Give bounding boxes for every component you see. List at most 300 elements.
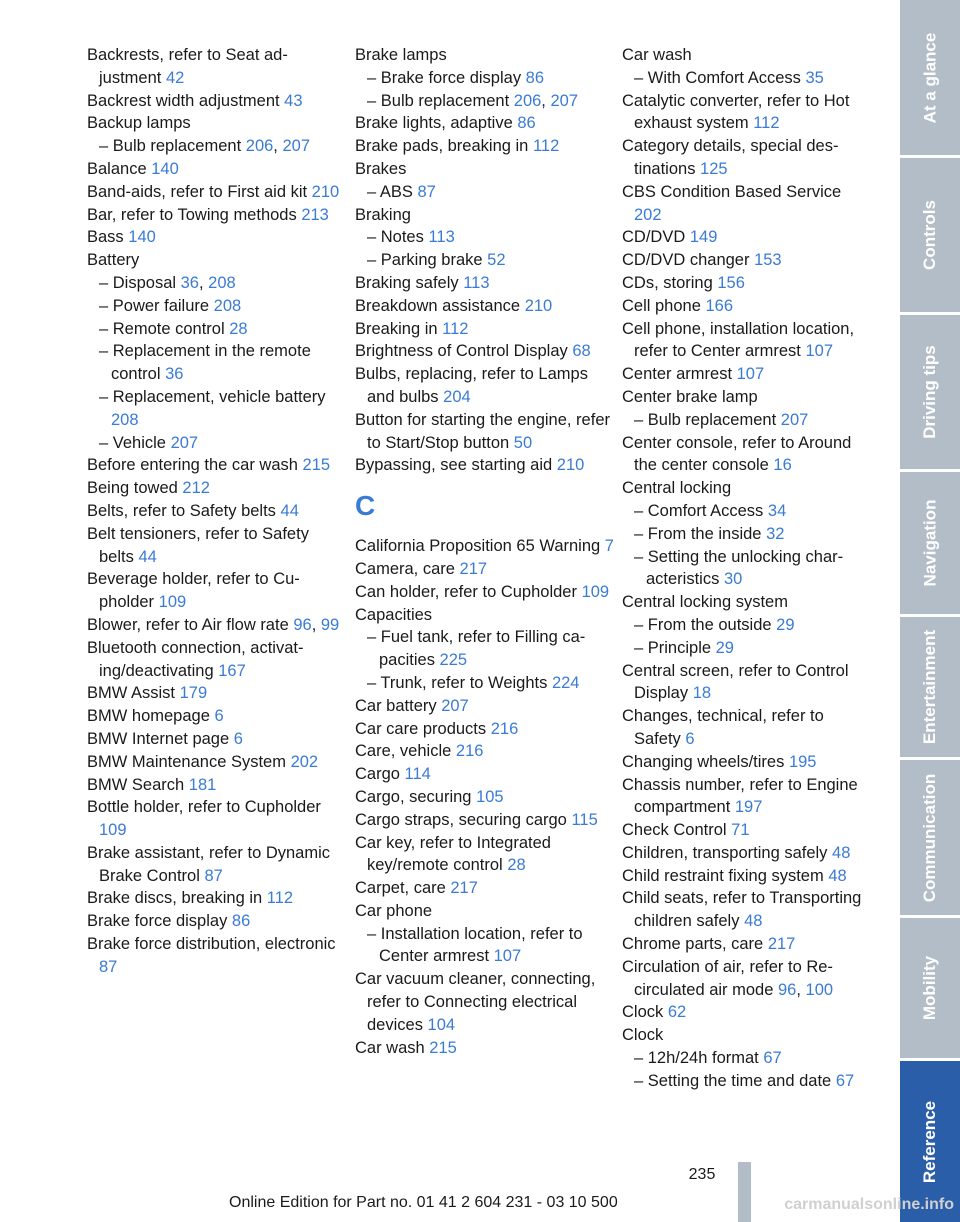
index-entry [87, 204, 342, 227]
index-entry-text: Category details, special destinations [622, 137, 839, 178]
index-entry-text: Button for starting the engine, refer to Start/Stop button [355, 410, 610, 452]
page-reference-link[interactable]: 208 [111, 410, 139, 429]
page-reference-link[interactable]: 197 [734, 798, 763, 817]
tab-label: Entertainment [920, 629, 940, 745]
index-entry [355, 900, 615, 923]
index-entry-text: – Power failure [99, 296, 214, 315]
page-reference-link[interactable]: 202 [290, 752, 319, 771]
index-entry-text: – Disposal [99, 273, 181, 292]
index-entry-text: Bluetooth connection, activating/deactivating [87, 638, 304, 680]
index-entry-text: BMW Maintenance System [87, 752, 291, 771]
page-reference-link[interactable]: 112 [266, 889, 294, 908]
index-entry-text: Central screen, refer to Control Display [622, 661, 849, 703]
index-entry-text: Breaking in [355, 319, 443, 338]
index-entry [355, 1037, 615, 1060]
index-entry [87, 705, 342, 728]
index-entry-text: Center brake lamp [622, 387, 758, 406]
page-reference-link[interactable]: 206 [513, 91, 542, 110]
index-entry-text: – Setting the time and date [634, 1071, 836, 1090]
page-reference-link[interactable]: 207 [441, 696, 469, 715]
page-reference-link[interactable]: 87 [417, 182, 436, 201]
page-reference-link[interactable]: 35 [805, 68, 824, 87]
index-entry [622, 1024, 867, 1047]
index-entry-text: Care, vehicle [355, 742, 456, 761]
index-entry-text: Belt tensioners, refer to Safety belts [87, 524, 309, 566]
index-entry-text: – 12h/24h format [634, 1049, 764, 1068]
page-reference-link[interactable]: 210 [556, 456, 585, 475]
index-entry [87, 751, 342, 774]
index-entry [355, 44, 615, 67]
index-entry-text: Belts, refer to Safety belts [87, 501, 281, 520]
page-reference-link[interactable]: 62 [667, 1003, 687, 1022]
index-entry: Blower, refer to Air flow rate 96, 99 [87, 615, 340, 634]
index-entry-text: Before entering the car wash [87, 456, 303, 475]
index-entry-text: Children, transporting safely [622, 843, 833, 862]
index-letter-heading: C [355, 490, 376, 522]
index-entry-text: Camera, care [355, 559, 460, 578]
tab-label: Driving tips [920, 345, 940, 439]
index-entry-text: – From the outside [634, 615, 777, 634]
page-reference-link[interactable]: 207 [170, 433, 199, 452]
index-entry-text: Center console, refer to Around the center console [622, 433, 852, 475]
index-entry-text: Bypassing, see starting aid [355, 456, 557, 475]
index-subentry [622, 409, 867, 432]
index-entry [622, 432, 867, 478]
page-reference-link[interactable]: 100 [805, 980, 834, 999]
index-entry-text: Circulation of air, refer to Recirculated air mode [622, 957, 833, 999]
page-reference-link[interactable]: 207 [780, 410, 809, 429]
index-entry [355, 832, 615, 878]
tab-label: Controls [920, 200, 940, 270]
index-entry-text: – Comfort Access [634, 501, 768, 520]
index-entry [622, 842, 867, 865]
index-entry [87, 523, 342, 569]
index-entry-text: Brake lamps [355, 46, 447, 64]
tab-mobility[interactable] [900, 918, 960, 1058]
index-column-3 [622, 44, 867, 1093]
index-subentry [355, 626, 615, 672]
page-reference-link[interactable]: 42 [165, 68, 185, 87]
index-entry-text: Backrests, refer to Seat adjustment [87, 46, 288, 87]
index-subentry: – Disposal 36, 208 [99, 273, 236, 292]
index-entry [355, 409, 615, 455]
page-reference-link[interactable]: 34 [767, 501, 787, 520]
edition-footer: Online Edition for Part no. 01 41 2 604 231 - 03 10 500 [229, 1194, 618, 1211]
index-entry [87, 181, 342, 204]
page-reference-link[interactable]: 215 [302, 456, 331, 475]
index-subentry [622, 1047, 867, 1070]
page-reference-link[interactable]: 212 [182, 479, 210, 498]
page-reference-link[interactable]: 206 [245, 137, 274, 156]
index-entry [622, 660, 867, 706]
index-entry [622, 272, 867, 295]
page-reference-link[interactable]: 207 [550, 91, 578, 110]
index-entry-text: Balance [87, 159, 152, 178]
watermark: carmanualsonline.info [784, 1196, 954, 1213]
index-entry-text: CD/DVD changer [622, 251, 755, 270]
page-reference-link[interactable]: 140 [128, 228, 156, 247]
page-reference-link[interactable]: 44 [138, 547, 157, 566]
index-column-1 [87, 44, 342, 979]
index-entry [355, 454, 615, 477]
index-entry [87, 158, 342, 181]
index-entry-text: – Principle [634, 638, 716, 657]
index-entry-text: Brake discs, breaking in [87, 889, 267, 908]
page-reference-link[interactable]: 225 [439, 651, 468, 670]
index-entry-text: CD/DVD [622, 228, 690, 247]
index-entry [87, 454, 342, 477]
page-reference-link[interactable]: 156 [717, 273, 745, 292]
index-entry [622, 1001, 867, 1024]
index-entry-text: Car phone [355, 901, 433, 920]
index-entry-text: – Replacement in the remote control [99, 342, 311, 384]
page-reference-link[interactable]: 43 [284, 91, 303, 110]
page-reference-link[interactable]: 105 [476, 787, 504, 806]
index-entry [87, 774, 342, 797]
index-entry-text: California Proposition 65 Warning [355, 537, 605, 556]
index-entry [622, 386, 867, 409]
index-entry-text: BMW Search [87, 775, 189, 794]
page-reference-link[interactable]: 50 [513, 433, 533, 452]
page-reference-link[interactable]: 107 [736, 365, 765, 384]
chapter-tabs [900, 0, 960, 1222]
index-entry-text: Can holder, refer to Cupholder [355, 582, 582, 601]
index-entry [87, 500, 342, 523]
index-entry [622, 226, 867, 249]
index-entry [622, 318, 867, 364]
index-entry-text: Car battery [355, 696, 442, 715]
page-reference-link[interactable]: 195 [788, 752, 817, 771]
index-subentry [87, 318, 342, 341]
index-entry-text: CDs, storing [622, 273, 718, 292]
index-entry [355, 340, 615, 363]
index-entry-text: Cargo, securing [355, 787, 477, 806]
tab-label: Reference [920, 1100, 939, 1183]
index-entry-text: Changes, technical, refer to Safety [622, 707, 824, 748]
page-reference-link[interactable]: 216 [490, 719, 519, 738]
index-entry-text: Brightness of Control Display [355, 342, 573, 361]
index-entry [355, 363, 615, 409]
page-reference-link[interactable]: 208 [208, 273, 236, 292]
index-entry [87, 568, 342, 614]
index-entry-text: – Trunk, refer to Weights [367, 673, 552, 692]
index-entry-text: – Vehicle [99, 433, 171, 452]
index-entry-text: – Fuel tank, refer to Filling capacities [367, 628, 586, 670]
index-entry-text: Car key, refer to Integrated key/remote control [355, 833, 551, 875]
tab-controls[interactable] [900, 158, 960, 312]
index-entry-text: BMW homepage [87, 707, 215, 726]
page-reference-link[interactable]: 29 [776, 615, 795, 634]
index-subentry [355, 67, 615, 90]
index-entry-text: Child seats, refer to Transporting children safely [622, 889, 862, 931]
index-entry [622, 591, 867, 614]
page-reference-link[interactable]: 96 [293, 615, 312, 634]
index-entry [355, 786, 615, 809]
page-reference-link[interactable]: 207 [282, 137, 310, 156]
index-entry [87, 637, 342, 683]
index-entry-text: Car vacuum cleaner, connecting, refer to Connecting electrical devices [355, 970, 596, 1034]
index-entry [622, 819, 867, 842]
index-entry-text: Beverage holder, refer to Cupholder [87, 570, 300, 612]
page-reference-link[interactable]: 125 [700, 159, 728, 178]
index-entry-text: – Replacement, vehicle battery [99, 387, 326, 406]
index-subentry [622, 500, 867, 523]
page-reference-link[interactable]: 99 [320, 615, 340, 634]
index-entry-text: – ABS [367, 182, 418, 201]
index-entry [622, 363, 867, 386]
page-reference-link[interactable]: 36 [165, 365, 184, 384]
index-entry [87, 90, 342, 113]
index-subentry [87, 386, 342, 432]
index-entry-text: Clock [622, 1003, 668, 1022]
index-entry: Circulation of air, refer to Recirculated air mode 96, 100 [622, 957, 834, 999]
page-reference-link[interactable]: 30 [723, 570, 743, 589]
index-subentry [622, 523, 867, 546]
index-entry [355, 763, 615, 786]
index-entry-text: Braking [355, 205, 411, 224]
index-entry-text: – Remote control [99, 319, 230, 338]
index-entry-text: Backrest width adjustment [87, 91, 285, 110]
index-entry [355, 740, 615, 763]
index-entry-text: Central locking system [622, 593, 788, 612]
index-entry [622, 774, 867, 820]
page-reference-link[interactable]: 112 [532, 137, 560, 156]
page-reference-link[interactable]: 52 [487, 251, 506, 270]
index-subentry [355, 672, 615, 695]
page-reference-link[interactable]: 32 [766, 524, 785, 543]
page-reference-link[interactable]: 217 [767, 935, 796, 954]
index-entry [87, 44, 342, 90]
index-subentry [355, 923, 615, 969]
index-entry [622, 865, 867, 888]
index-entry-text: Breakdown assistance [355, 296, 525, 315]
page-reference-link[interactable]: 112 [442, 319, 469, 338]
index-entry [355, 158, 615, 181]
tab-label: Navigation [920, 499, 939, 587]
index-entry [87, 226, 342, 249]
page-reference-link[interactable]: 7 [604, 537, 614, 556]
tab-driving-tips[interactable] [900, 315, 960, 469]
page-reference-link[interactable]: 28 [507, 856, 526, 875]
index-entry-text: Catalytic converter, refer to Hot exhaust system [622, 91, 850, 133]
index-entry-text: Blower, refer to Air flow rate [87, 615, 294, 634]
index-entry-text: Car care products [355, 719, 491, 738]
page-reference-link[interactable]: 179 [179, 684, 208, 703]
index-entry-text: – Installation location, refer to Center armrest [367, 924, 583, 966]
page-reference-link[interactable]: 109 [99, 821, 127, 840]
index-subentry: – Bulb replacement 206, 207 [99, 137, 310, 156]
index-entry [87, 249, 342, 272]
page-reference-link[interactable]: 140 [151, 159, 179, 178]
index-entry [355, 877, 615, 900]
page-reference-link[interactable]: 87 [204, 866, 223, 885]
index-entry-text: Bottle holder, refer to Cupholder [87, 798, 321, 817]
index-entry [355, 318, 615, 341]
index-subentry [87, 432, 342, 455]
page-reference-link[interactable]: 48 [828, 866, 847, 885]
page-reference-link[interactable]: 86 [525, 68, 545, 87]
index-entry [355, 809, 615, 832]
index-entry-text: Clock [622, 1026, 664, 1045]
index-subentry [87, 340, 342, 386]
page-reference-link[interactable]: 153 [754, 251, 782, 270]
page-reference-link[interactable]: 113 [428, 228, 455, 247]
page-reference-link[interactable]: 113 [463, 273, 490, 292]
index-entry [622, 705, 867, 751]
page-reference-link[interactable]: 167 [218, 661, 246, 680]
tab-at-a-glance[interactable] [900, 0, 960, 155]
index-entry [622, 90, 867, 136]
tab-navigation[interactable] [900, 472, 960, 614]
index-entry-text: Brake force distribution, electronic [87, 935, 336, 954]
index-entry [355, 718, 615, 741]
index-entry-text: Bulbs, replacing, refer to Lamps and bulbs [355, 365, 588, 406]
tab-communication[interactable] [900, 760, 960, 915]
index-entry [355, 112, 615, 135]
index-subentry [622, 1070, 867, 1093]
index-entry-text: – Bulb replacement [634, 410, 781, 429]
tab-label: Communication [920, 773, 940, 902]
page-reference-link[interactable]: 48 [832, 843, 851, 862]
page-reference-link[interactable]: 181 [188, 775, 217, 794]
page-reference-link[interactable]: 109 [158, 593, 187, 612]
index-entry [87, 477, 342, 500]
page-reference-link[interactable]: 71 [731, 821, 750, 840]
index-entry-text: Battery [87, 251, 140, 270]
page-reference-link[interactable]: 210 [524, 296, 553, 315]
index-entry [355, 604, 615, 627]
index-entry [622, 933, 867, 956]
index-entry-text: Chrome parts, care [622, 935, 768, 954]
index-entry-text: Central locking [622, 479, 732, 498]
index-subentry [622, 67, 867, 90]
index-entry-text: Brake assistant, refer to Dynamic Brake Control [87, 843, 331, 885]
page-reference-link[interactable]: 204 [443, 387, 471, 406]
index-entry [87, 728, 342, 751]
index-entry-text: Cargo straps, securing cargo [355, 810, 572, 829]
index-entry [622, 44, 867, 67]
index-subentry [355, 226, 615, 249]
page-reference-link[interactable]: 224 [551, 673, 580, 692]
page-reference-link[interactable]: 112 [753, 114, 780, 133]
index-entry [87, 682, 342, 705]
page-reference-link[interactable]: 86 [517, 114, 536, 133]
page-reference-link[interactable]: 67 [763, 1049, 782, 1068]
index-column-2 [355, 44, 615, 1059]
index-entry-text: Cargo [355, 765, 405, 784]
index-subentry [355, 249, 615, 272]
page-reference-link[interactable]: 6 [233, 729, 243, 748]
index-entry-text: Braking safely [355, 273, 464, 292]
page-reference-link[interactable]: 149 [689, 228, 718, 247]
index-entry [355, 535, 615, 558]
tab-entertainment[interactable] [900, 617, 960, 757]
page-reference-link[interactable]: 202 [634, 205, 662, 224]
page-reference-link[interactable]: 107 [805, 342, 834, 361]
page-reference-link[interactable]: 36 [180, 273, 199, 292]
page-reference-link[interactable]: 67 [835, 1071, 855, 1090]
page-number: 235 [688, 1166, 716, 1183]
page-reference-link[interactable]: 114 [404, 765, 431, 784]
page-reference-link[interactable]: 44 [280, 501, 299, 520]
page-reference-link[interactable]: 109 [581, 582, 610, 601]
index-subentry [622, 637, 867, 660]
index-entry [87, 796, 342, 842]
page-reference-link[interactable]: 215 [429, 1038, 457, 1057]
index-entry-text: Center armrest [622, 365, 737, 384]
page-reference-link[interactable]: 115 [571, 810, 598, 829]
index-entry-text: – Brake force display [367, 68, 526, 87]
page-number-bar [738, 1162, 751, 1222]
page-reference-link[interactable]: 16 [773, 456, 792, 475]
index-entry [622, 751, 867, 774]
index-entry-text: Changing wheels/tires [622, 752, 789, 771]
page-reference-link[interactable]: 208 [213, 296, 242, 315]
page-reference-link[interactable]: 6 [685, 729, 695, 748]
page-reference-link[interactable]: 86 [231, 912, 251, 931]
page-reference-link[interactable]: 213 [301, 205, 329, 224]
page-reference-link[interactable]: 217 [450, 879, 478, 898]
index-entry [355, 204, 615, 227]
index-entry [622, 295, 867, 318]
page-reference-link[interactable]: 6 [214, 707, 224, 726]
page-reference-link[interactable]: 217 [459, 559, 488, 578]
index-subentry [87, 295, 342, 318]
index-entry-text: Backup lamps [87, 114, 191, 133]
tab-label: Mobility [920, 955, 939, 1021]
page-reference-link[interactable]: 216 [455, 742, 484, 761]
index-entry [355, 695, 615, 718]
index-entry-text: Band-aids, refer to First aid kit [87, 182, 312, 201]
index-entry-text: Car wash [622, 46, 692, 64]
page-reference-link[interactable]: 18 [692, 684, 712, 703]
index-entry-text: – Parking brake [367, 251, 488, 270]
page-reference-link[interactable]: 96 [777, 980, 797, 999]
index-entry-text: Brakes [355, 159, 407, 178]
index-entry-text: – Bulb replacement [99, 137, 246, 156]
index-entry [355, 968, 615, 1036]
index-entry [355, 581, 615, 604]
page-reference-link[interactable]: 210 [311, 182, 340, 201]
index-entry-text: Brake lights, adaptive [355, 114, 518, 133]
page-reference-link[interactable]: 104 [427, 1015, 456, 1034]
index-entry [622, 181, 867, 227]
page-reference-link[interactable]: 28 [229, 319, 248, 338]
index-entry-text: – From the inside [634, 524, 767, 543]
index-entry-text: Brake pads, breaking in [355, 137, 533, 156]
page-reference-link[interactable]: 48 [744, 912, 763, 931]
page-reference-link[interactable]: 29 [715, 638, 734, 657]
index-entry-text: BMW Internet page [87, 729, 234, 748]
index-entry-text: Car wash [355, 1038, 430, 1057]
index-entry-text: CBS Condition Based Service [622, 182, 842, 201]
page-reference-link[interactable]: 107 [493, 947, 522, 966]
index-entry [87, 910, 342, 933]
index-entry-text: Carpet, care [355, 879, 451, 898]
index-entry [622, 135, 867, 181]
page-reference-link[interactable]: 68 [572, 342, 591, 361]
index-subentry [355, 181, 615, 204]
index-entry-text: Cell phone [622, 296, 706, 315]
index-entry-text: BMW Assist [87, 684, 180, 703]
index-entry-text: Capacities [355, 605, 433, 624]
index-entry-text: Brake force display [87, 912, 232, 931]
page-reference-link[interactable]: 166 [705, 296, 734, 315]
index-entry [622, 249, 867, 272]
index-entry [355, 295, 615, 318]
page-reference-link[interactable]: 87 [99, 957, 118, 976]
index-entry [355, 558, 615, 581]
